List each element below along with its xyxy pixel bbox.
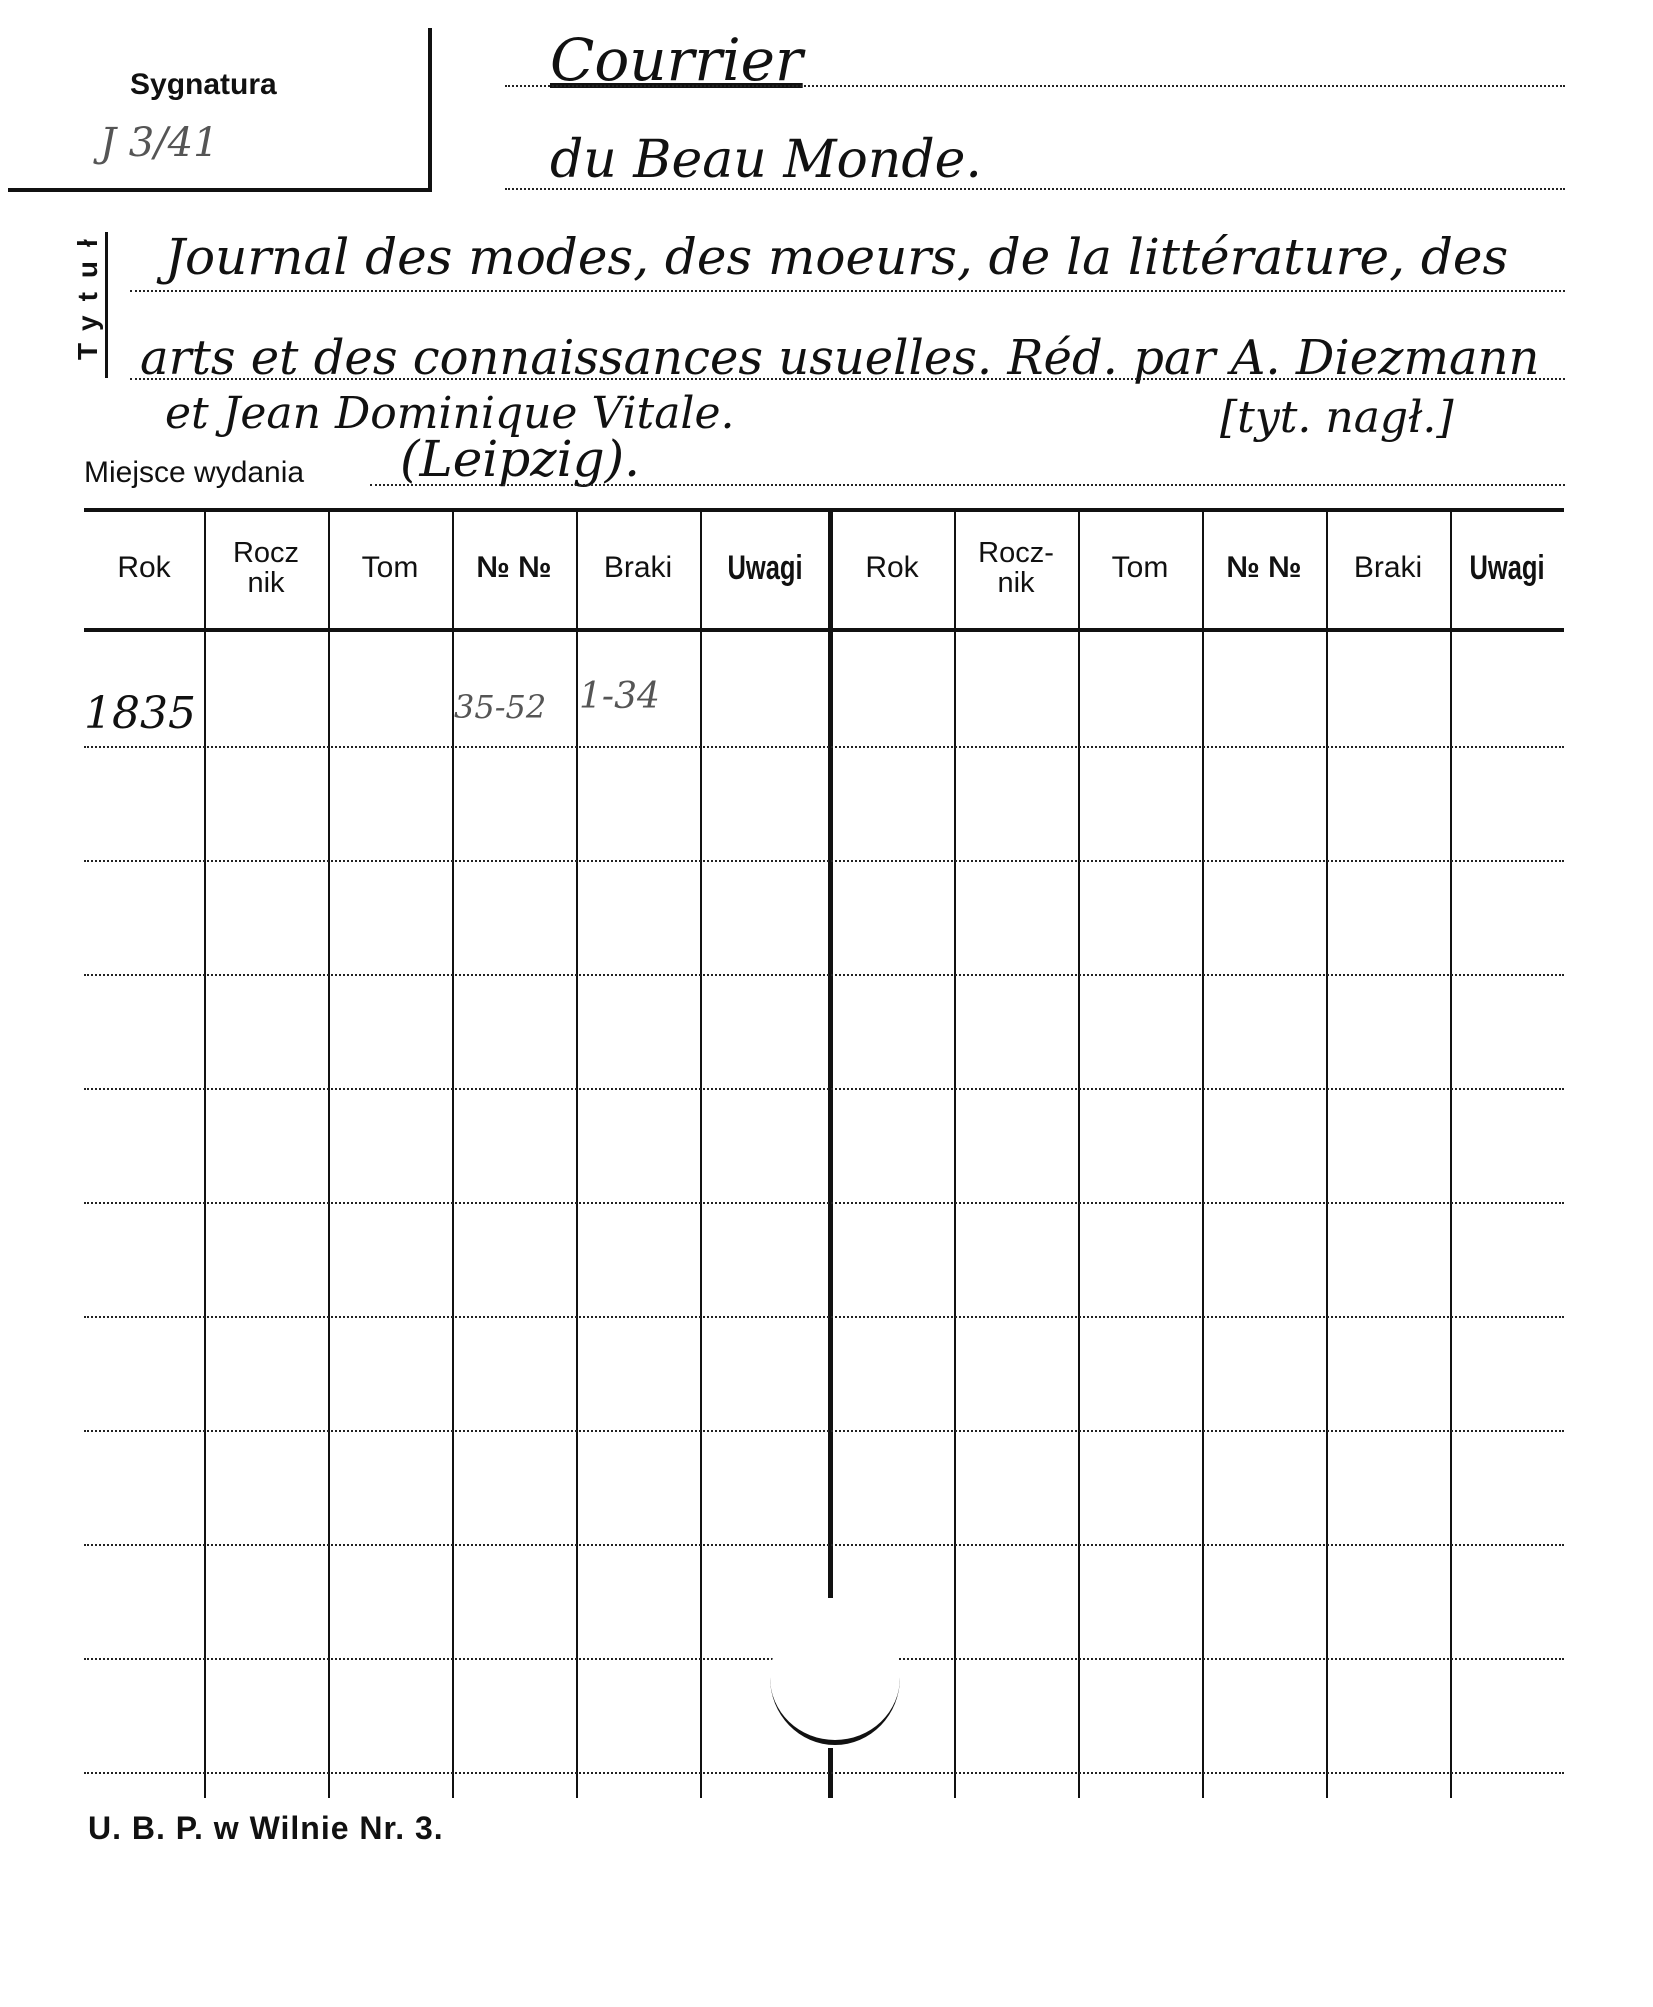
column-divider bbox=[1202, 508, 1204, 1798]
title-dotted-line-3 bbox=[130, 290, 1565, 292]
signature-box bbox=[8, 28, 432, 192]
footer-imprint: U. B. P. w Wilnie Nr. 3. bbox=[88, 1810, 444, 1846]
header-uwagi: Uwagi bbox=[727, 549, 803, 587]
title-line-1: Courrier bbox=[550, 26, 803, 94]
punch-hole bbox=[770, 1610, 900, 1745]
title-line-5: et Jean Dominique Vitale. bbox=[165, 388, 735, 439]
header-rocznik: Rocz nik bbox=[232, 537, 300, 599]
cell-year: 1835 bbox=[84, 688, 196, 739]
signature-value: J 3/41 bbox=[100, 120, 219, 166]
header-tom: Tom bbox=[361, 551, 419, 584]
cell-missing: 1-34 bbox=[579, 676, 660, 717]
header-numery-2: № № bbox=[1226, 551, 1302, 584]
header-braki: Braki bbox=[603, 551, 673, 584]
place-dotted-line bbox=[370, 484, 1565, 486]
cell-numbers: 35-52 bbox=[454, 688, 547, 726]
place-label: Miejsce wydania bbox=[84, 456, 305, 489]
column-divider bbox=[1450, 508, 1452, 1798]
title-line-2: du Beau Monde. bbox=[550, 130, 982, 190]
column-divider bbox=[576, 508, 578, 1798]
header-numery: № № bbox=[476, 551, 552, 584]
row-line bbox=[84, 746, 1564, 748]
row-line bbox=[84, 1088, 1564, 1090]
title-line-4: arts et des connaissances usuelles. Réd. par A. Diezmann bbox=[140, 330, 1540, 386]
row-line bbox=[84, 974, 1564, 976]
row-line bbox=[84, 860, 1564, 862]
title-line-3: Journal des modes, des moeurs, de la littérature, des bbox=[165, 228, 1509, 286]
title-annotation: [tyt. nagł.] bbox=[1220, 392, 1454, 443]
header-braki-2: Braki bbox=[1353, 551, 1423, 584]
title-dotted-line-2 bbox=[505, 188, 1565, 190]
row-line bbox=[84, 1316, 1564, 1318]
title-dotted-line-4 bbox=[130, 378, 1565, 380]
column-divider bbox=[954, 508, 956, 1798]
column-divider bbox=[328, 508, 330, 1798]
header-tom-2: Tom bbox=[1111, 551, 1169, 584]
holdings-table bbox=[84, 508, 1564, 1798]
row-line bbox=[84, 1202, 1564, 1204]
place-value: (Leipzig). bbox=[400, 430, 641, 488]
header-rocznik-2: Rocz-nik bbox=[978, 537, 1054, 599]
title-side-label: Tytuł bbox=[72, 225, 103, 360]
header-uwagi-2: Uwagi bbox=[1469, 549, 1545, 587]
title-dotted-line-1 bbox=[505, 85, 1565, 87]
center-divider bbox=[828, 508, 833, 1598]
column-divider bbox=[1078, 508, 1080, 1798]
table-header-border bbox=[84, 628, 1564, 632]
title-bracket bbox=[105, 232, 122, 378]
column-divider bbox=[1326, 508, 1328, 1798]
column-divider bbox=[204, 508, 206, 1798]
column-divider bbox=[700, 508, 702, 1798]
row-line bbox=[84, 1544, 1564, 1546]
signature-label: Sygnatura bbox=[130, 68, 277, 101]
row-line bbox=[84, 1430, 1564, 1432]
header-rok: Rok bbox=[117, 551, 171, 584]
header-rok-2: Rok bbox=[865, 551, 919, 584]
row-line bbox=[84, 1772, 1564, 1774]
